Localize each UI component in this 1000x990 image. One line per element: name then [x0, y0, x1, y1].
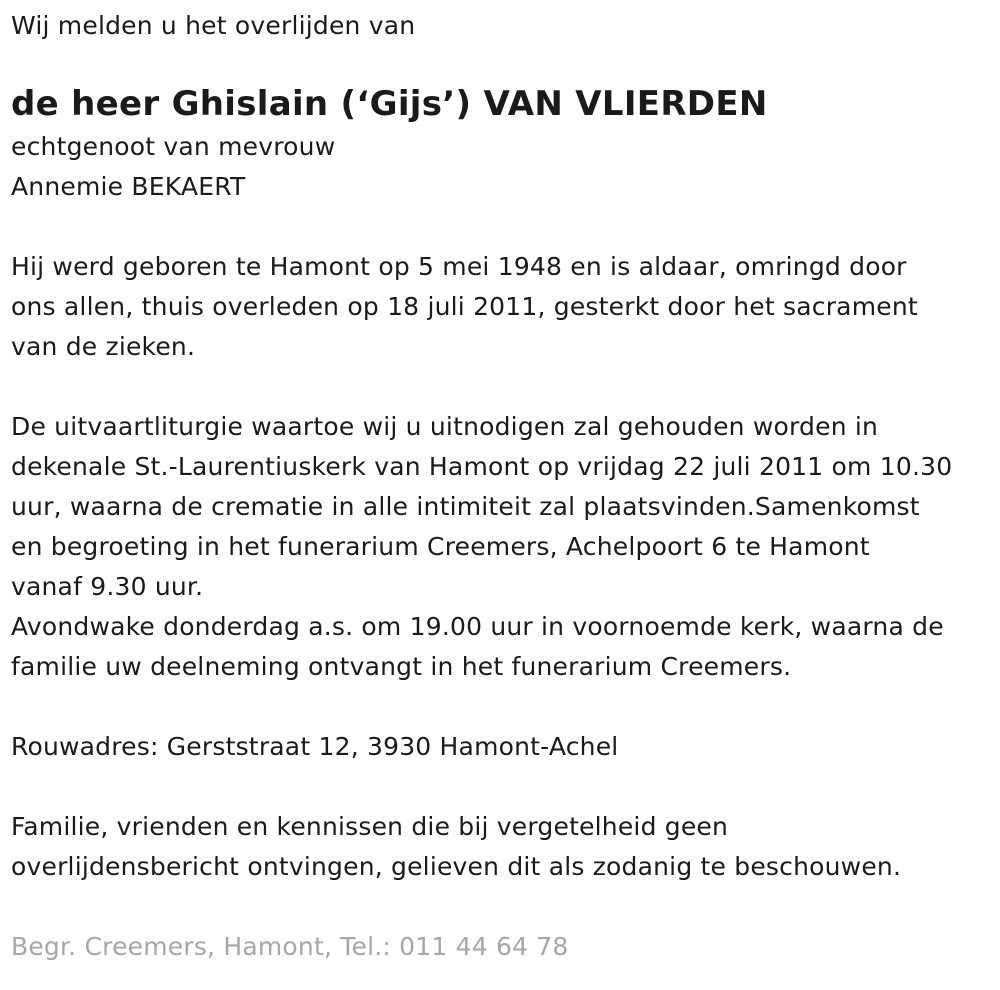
spacer [11, 687, 988, 727]
funeral-line: vanaf 9.30 uur. [11, 572, 204, 601]
birth-paragraph [11, 247, 988, 367]
funeral-line: De uitvaartliturgie waartoe wij u uitnodigen zal gehouden worden in [11, 412, 879, 441]
spouse-line-1: echtgenoot van mevrouw [11, 132, 336, 161]
spouse-line-2: Annemie BEKAERT [11, 172, 246, 201]
funeral-line: familie uw deelneming ontvangt in het funerarium Creemers. [11, 652, 792, 681]
birth-line: ons allen, thuis overleden op 18 juli 2011, gesterkt door het sacrament [11, 292, 918, 321]
funeral-home-footer: Begr. Creemers, Hamont, Tel.: 011 44 64 78 [11, 932, 569, 961]
spacer [11, 207, 988, 247]
funeral-line: uur, waarna de crematie in alle intimiteit zal plaatsvinden.Samenkomst [11, 492, 920, 521]
mourning-address: Rouwadres: Gerststraat 12, 3930 Hamont-Achel [11, 732, 619, 761]
intro-text: Wij melden u het overlijden van [11, 11, 416, 40]
funeral-paragraph [11, 407, 988, 687]
birth-line: Hij werd geboren te Hamont op 5 mei 1948 en is aldaar, omringd door [11, 252, 907, 281]
closing-paragraph [11, 807, 988, 887]
deceased-name: de heer Ghislain (‘Gijs’) VAN VLIERDEN [11, 84, 768, 124]
spacer [11, 767, 988, 807]
birth-line: van de zieken. [11, 332, 196, 361]
closing-line: overlijdensbericht ontvingen, gelieven dit als zodanig te beschouwen. [11, 852, 902, 881]
spacer [11, 887, 988, 927]
closing-line: Familie, vrienden en kennissen die bij vergetelheid geen [11, 812, 729, 841]
funeral-line: en begroeting in het funerarium Creemers, Achelpoort 6 te Hamont [11, 532, 870, 561]
spacer [11, 367, 988, 407]
funeral-line: dekenale St.-Laurentiuskerk van Hamont op vrijdag 22 juli 2011 om 10.30 [11, 452, 953, 481]
funeral-line: Avondwake donderdag a.s. om 19.00 uur in voornoemde kerk, waarna de [11, 612, 944, 641]
